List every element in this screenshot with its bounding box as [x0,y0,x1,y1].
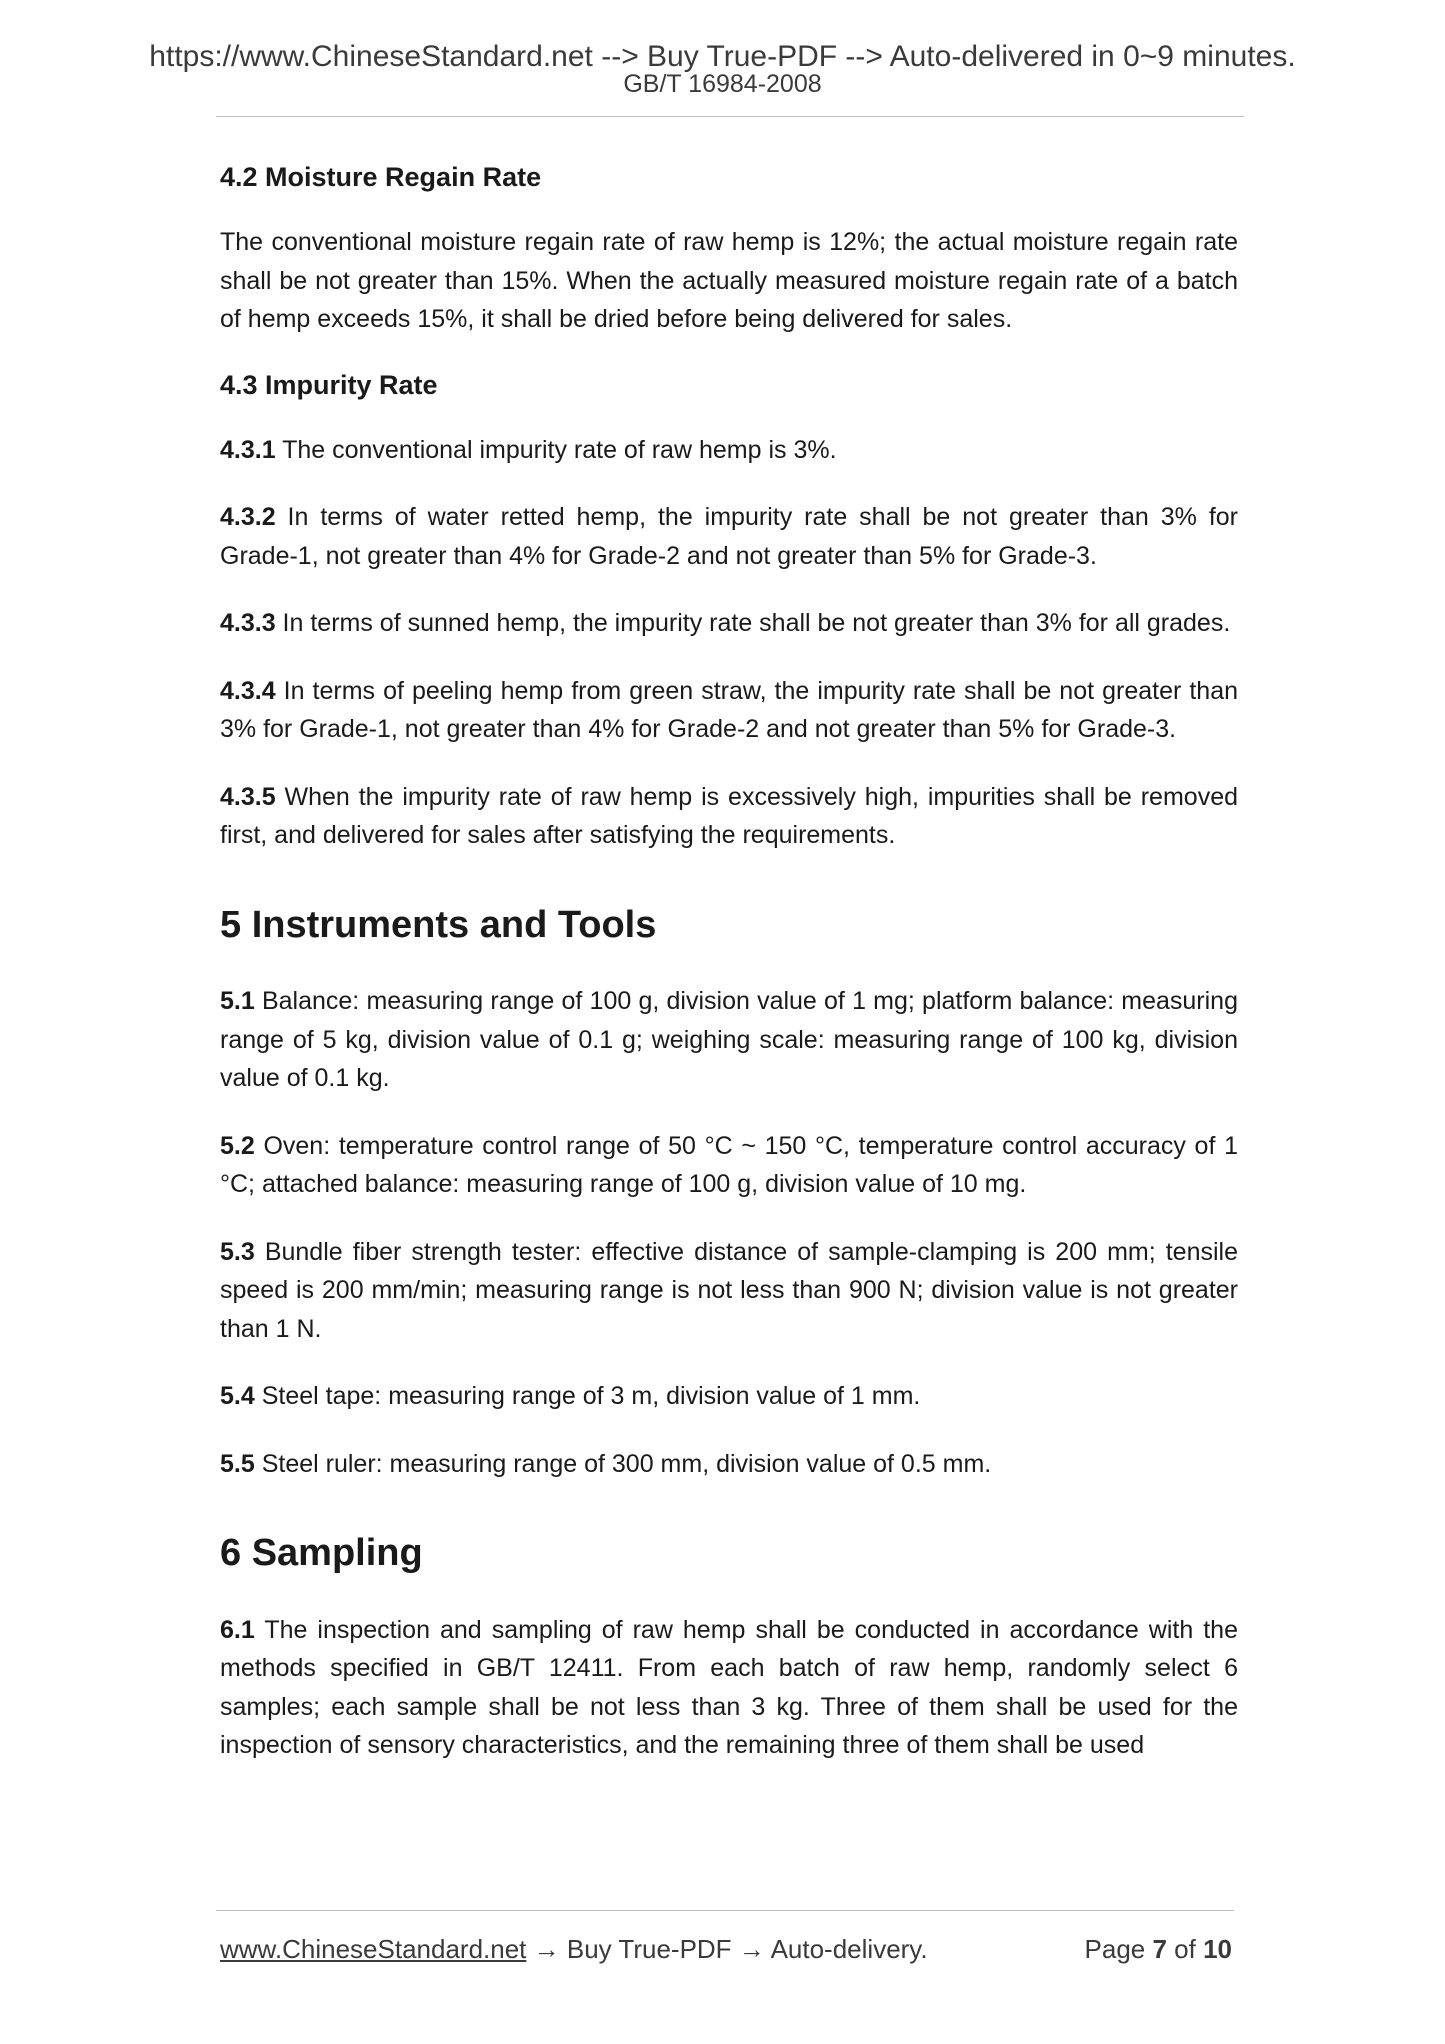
paragraph-6-1 [220,1611,1238,1765]
paragraph-4-2 [220,223,1238,339]
document-number: GB/T 16984-2008 [623,70,822,98]
paragraph-4-3-2 [220,498,1238,575]
paragraph-5-4 [220,1377,1238,1416]
clause-number: 4.3.5 [220,782,276,811]
page-current: 7 [1152,1934,1167,1964]
clause-number: 4.3.1 [220,435,276,464]
paragraph-text: Steel tape: measuring range of 3 m, division value of 1 mm. [254,1382,921,1411]
paragraph-text: The conventional impurity rate of raw hemp is 3%. [275,435,837,464]
footer-left [220,1934,928,1965]
footer-tagline: → Buy True-PDF → Auto-delivery. [526,1934,928,1964]
site-link[interactable]: www.ChineseStandard.net [220,1934,527,1964]
paragraph-5-5 [220,1445,1238,1484]
clause-number: 6.1 [220,1615,255,1644]
document-body [220,160,1238,1794]
footer-divider [216,1910,1234,1911]
top-banner: https://www.ChineseStandard.net --> Buy True-PDF --> Auto-delivered in 0~9 minutes. [149,40,1296,73]
paragraph-5-2 [220,1127,1238,1204]
paragraph-4-3-5 [220,778,1238,855]
paragraph-text: When the impurity rate of raw hemp is excessively high, impurities shall be removed first, and delivered for sales after satisfying the requirements. [220,782,1238,850]
page-of: of [1166,1934,1204,1964]
paragraph-text: In terms of peeling hemp from green straw, the impurity rate shall be not greater than 3% for Grade-1, not greater than 4% for Grade-2 and not greater than 5% for Grade-3. [220,676,1238,744]
paragraph-4-3-4 [220,672,1238,749]
clause-number: 5.2 [220,1131,255,1160]
header-divider [216,116,1244,117]
section-title-4-3: 4.3 Impurity Rate [220,369,438,400]
paragraph-5-1 [220,982,1238,1098]
paragraph-text: Balance: measuring range of 100 g, division value of 1 mg; platform balance: measuring range of 5 kg, division value of 0.1 g; weighing scale: measuring range of 100 kg, division value of 0.1 kg. [220,987,1238,1093]
clause-number: 5.4 [220,1382,255,1411]
clause-number: 5.3 [220,1237,255,1266]
clause-number: 4.3.3 [220,609,276,638]
paragraph-text: Oven: temperature control range of 50 °C ~ 150 °C, temperature control accuracy of 1 °C; attached balance: measuring range of 100 g, division value of 10 mg. [220,1131,1238,1199]
paragraph-text: In terms of sunned hemp, the impurity rate shall be not greater than 3% for all grades. [275,609,1231,638]
paragraph-text: In terms of water retted hemp, the impurity rate shall be not greater than 3% for Grade-1, not greater than 4% for Grade-2 and not greater than 5% for Grade-3. [220,503,1238,570]
paragraph-text: Bundle fiber strength tester: effective distance of sample-clamping is 200 mm; tensile speed is 200 mm/min; measuring range is not less than 900 N; division value is not greater than 1 N. [220,1237,1238,1343]
paragraph-5-3 [220,1233,1238,1349]
section-title-6: 6 Sampling [220,1532,423,1575]
paragraph-4-3-1 [220,431,1238,470]
page-indicator [1085,1934,1232,1965]
page-label: Page [1084,1934,1153,1964]
clause-number: 4.3.4 [220,676,276,705]
paragraph-text: The conventional moisture regain rate of raw hemp is 12%; the actual moisture regain rate shall be not greater than 15%. When the actually measured moisture regain rate of a batch of hemp exceeds 15%, it shall be dried before being delivered for sales. [220,228,1238,334]
clause-number: 5.1 [220,987,255,1016]
clause-number: 4.3.2 [220,503,276,532]
page-total: 10 [1203,1934,1232,1964]
section-title-4-2: 4.2 Moisture Regain Rate [220,162,542,192]
section-title-5: 5 Instruments and Tools [220,903,657,946]
clause-number: 5.5 [220,1449,255,1478]
paragraph-text: The inspection and sampling of raw hemp shall be conducted in accordance with the methods specified in GB/T 12411. From each batch of raw hemp, randomly select 6 samples; each sample shall be not less than 3 kg. Three of them shall be used for the inspection of sensory characteristics, and the remaining three of them shall be used [220,1615,1238,1760]
paragraph-text: Steel ruler: measuring range of 300 mm, division value of 0.5 mm. [254,1449,992,1478]
paragraph-4-3-3 [220,604,1238,643]
